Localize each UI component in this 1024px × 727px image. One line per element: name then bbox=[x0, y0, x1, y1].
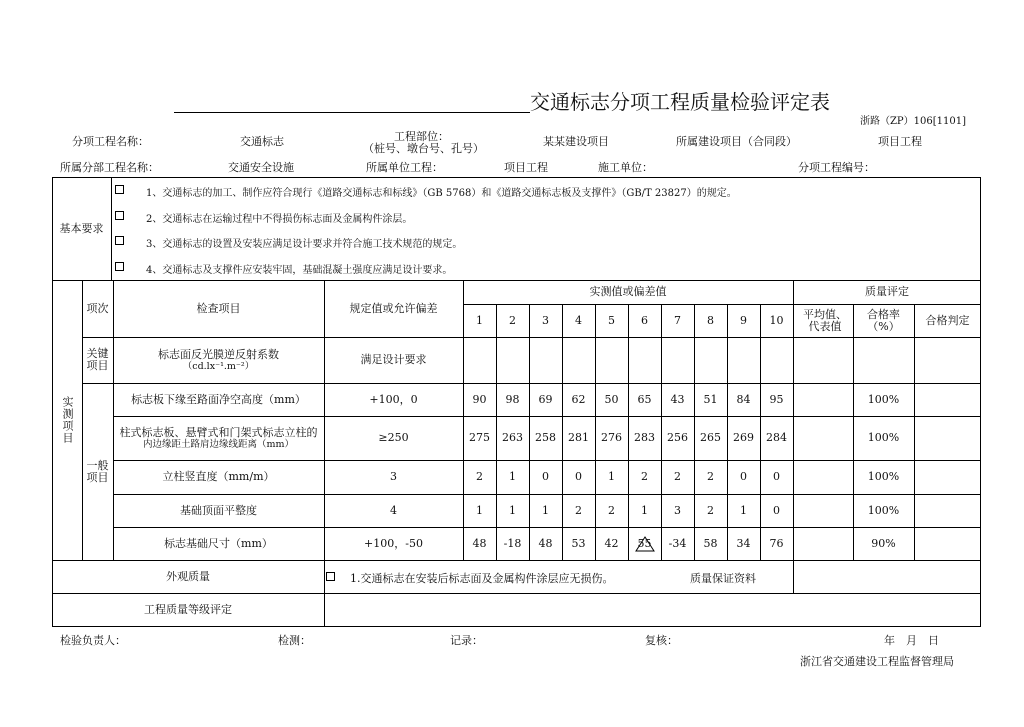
measure-no-5: 5 bbox=[608, 313, 615, 327]
row-3-value-9: 0 bbox=[740, 470, 747, 483]
row-4-value-9: 1 bbox=[740, 503, 747, 517]
location-value: 某某建设项目 bbox=[543, 135, 609, 148]
row-2-value-5: 276 bbox=[601, 431, 622, 444]
col-header-measured: 实测值或偏差值 bbox=[589, 285, 667, 298]
key-item-spec: 满足设计要求 bbox=[360, 353, 427, 366]
grade-input[interactable] bbox=[326, 595, 979, 624]
project-label: 所属建设项目（合同段） bbox=[676, 135, 797, 148]
inspector-label: 检验负责人： bbox=[60, 634, 126, 647]
row-5-pass-rate: 90% bbox=[871, 536, 896, 550]
row-4-spec: 4 bbox=[390, 503, 397, 517]
row-2-value-10: 284 bbox=[766, 431, 787, 444]
row-5-value-2: -18 bbox=[503, 536, 522, 550]
location-label: 工程部位： bbox=[394, 130, 449, 143]
basic-req-checkbox-1[interactable] bbox=[115, 185, 124, 194]
project-value: 项目工程 bbox=[878, 135, 922, 148]
out-of-tolerance-flag bbox=[634, 536, 656, 552]
row-2-value-4: 281 bbox=[568, 431, 589, 444]
row-4-value-7: 3 bbox=[674, 503, 681, 517]
row-4-value-1: 1 bbox=[476, 503, 483, 517]
row-5-value-4: 53 bbox=[571, 536, 586, 550]
contractor-label: 施工单位： bbox=[598, 161, 653, 174]
row-3-item: 立柱竖直度（mm/m） bbox=[162, 470, 275, 483]
basic-req-item-2: 2、交通标志在运输过程中不得损伤标志面及金属构件涂层。 bbox=[146, 214, 413, 225]
recorder-label: 记录： bbox=[450, 634, 483, 647]
row-2-spec: ≥250 bbox=[378, 431, 409, 444]
key-item-name-line2: （cd.lx⁻¹.m⁻²） bbox=[182, 360, 255, 372]
row-2-item bbox=[113, 416, 324, 460]
row-1-value-2: 98 bbox=[505, 392, 520, 406]
division-label: 所属分部工程名称： bbox=[60, 161, 159, 174]
row-1-value-1: 90 bbox=[472, 392, 487, 406]
key-items-label: 关键项目 bbox=[86, 347, 109, 372]
measure-no-9: 9 bbox=[740, 313, 747, 327]
reviewer-label: 复核： bbox=[645, 634, 678, 647]
sub-item-name-label: 分项工程名称： bbox=[72, 135, 149, 148]
general-items-label: 一般项目 bbox=[86, 458, 109, 484]
row-5-spec: +100，-50 bbox=[364, 536, 423, 550]
row-3-value-1: 2 bbox=[476, 470, 483, 483]
row-3-value-2: 1 bbox=[509, 470, 516, 483]
page-title: 交通标志分项工程质量检验评定表 bbox=[530, 90, 830, 114]
measure-no-6: 6 bbox=[641, 313, 648, 327]
measure-no-7: 7 bbox=[674, 313, 681, 327]
basic-req-item-4: 4、交通标志及支撑件应安装牢固，基础混凝土强度应满足设计要求。 bbox=[146, 265, 453, 276]
row-2-value-7: 256 bbox=[667, 431, 688, 444]
row-5-value-7: -34 bbox=[668, 536, 687, 550]
row-4-value-3: 1 bbox=[542, 503, 549, 517]
row-4-item: 基础顶面平整度 bbox=[180, 503, 257, 517]
row-3-pass-rate: 100% bbox=[867, 470, 900, 483]
quality-docs-label: 质量保证资料 bbox=[690, 572, 756, 585]
basic-req-label: 基本要求 bbox=[59, 221, 104, 235]
row-5-value-6: 55 bbox=[637, 536, 652, 550]
col-header-average: 平均值、代表值 bbox=[803, 307, 847, 333]
title-underline bbox=[174, 112, 530, 113]
measure-no-4: 4 bbox=[575, 313, 582, 327]
row-4-value-6: 1 bbox=[641, 503, 648, 517]
bureau-name: 浙江省交通建设工程监督管理局 bbox=[800, 655, 954, 668]
location-sub-label: （桩号、墩台号、孔号） bbox=[363, 142, 484, 155]
col-header-pass-rate: 合格率（%） bbox=[867, 307, 900, 333]
form-code: 浙路（ZP）106[1101] bbox=[859, 116, 966, 127]
row-5-value-8: 58 bbox=[703, 536, 718, 550]
col-header-spec: 规定值或允许偏差 bbox=[349, 301, 438, 315]
basic-req-checkbox-2[interactable] bbox=[115, 211, 124, 220]
appearance-checkbox[interactable] bbox=[326, 572, 335, 581]
basic-req-item-1: 1、交通标志的加工、制作应符合现行《道路交通标志和标线》（GB 5768）和《道路交通标志板及支撑件》（GB/T 23827）的规定。 bbox=[146, 188, 737, 199]
row-2-value-8: 265 bbox=[700, 431, 721, 444]
row-1-value-5: 50 bbox=[604, 392, 619, 406]
row-2-value-6: 283 bbox=[634, 431, 655, 444]
row-4-value-8: 2 bbox=[707, 503, 714, 517]
row-2-item-line2: 内边缘距土路肩边缘线距离（mm） bbox=[142, 438, 295, 450]
col-header-judgement: 合格判定 bbox=[925, 313, 970, 327]
row-5-value-3: 48 bbox=[538, 536, 553, 550]
basic-req-checkbox-3[interactable] bbox=[115, 236, 124, 245]
unit-label: 所属单位工程： bbox=[366, 161, 443, 174]
row-1-value-6: 65 bbox=[637, 392, 652, 406]
key-item-name bbox=[113, 337, 324, 383]
measure-no-3: 3 bbox=[542, 313, 549, 327]
appearance-text: 1.交通标志在安装后标志面及金属构件涂层应无损伤。 bbox=[350, 572, 614, 585]
unit-value: 项目工程 bbox=[504, 161, 548, 174]
row-1-value-4: 62 bbox=[571, 392, 586, 406]
row-2-value-9: 269 bbox=[733, 431, 754, 444]
row-2-item-line1: 柱式标志板、悬臂式和门架式标志立柱的 bbox=[119, 425, 318, 439]
row-4-value-5: 2 bbox=[608, 503, 615, 517]
row-3-spec: 3 bbox=[390, 470, 397, 483]
row-4-value-10: 0 bbox=[773, 503, 780, 517]
row-4-value-4: 2 bbox=[575, 503, 582, 517]
row-3-value-4: 0 bbox=[575, 470, 582, 483]
row-3-value-7: 2 bbox=[674, 470, 681, 483]
row-2-pass-rate: 100% bbox=[867, 431, 900, 444]
measure-no-2: 2 bbox=[509, 313, 516, 327]
measured-items-label: 实测项目 bbox=[61, 396, 74, 444]
measure-no-8: 8 bbox=[707, 313, 714, 327]
row-1-pass-rate: 100% bbox=[867, 392, 900, 406]
row-3-value-3: 0 bbox=[542, 470, 549, 483]
basic-req-item-3: 3、交通标志的设置及安装应满足设计要求并符合施工技术规范的规定。 bbox=[146, 239, 463, 250]
row-5-item: 标志基础尺寸（mm） bbox=[164, 536, 273, 550]
sub-item-no-label: 分项工程编号： bbox=[798, 161, 875, 174]
row-1-value-7: 43 bbox=[670, 392, 685, 406]
grade-label: 工程质量等级评定 bbox=[144, 602, 232, 616]
tester-label: 检测： bbox=[278, 634, 311, 647]
row-4-value-2: 1 bbox=[509, 503, 516, 517]
row-5-value-5: 42 bbox=[604, 536, 619, 550]
row-5-value-9: 34 bbox=[736, 536, 751, 550]
row-1-value-8: 51 bbox=[703, 392, 718, 406]
division-value: 交通安全设施 bbox=[228, 161, 294, 174]
row-4-pass-rate: 100% bbox=[867, 503, 900, 517]
row-3-value-5: 1 bbox=[608, 470, 615, 483]
measure-no-1: 1 bbox=[476, 313, 483, 327]
row-3-value-8: 2 bbox=[707, 470, 714, 483]
row-5-value-1: 48 bbox=[472, 536, 487, 550]
basic-req-checkbox-4[interactable] bbox=[115, 262, 124, 271]
date-label: 年 月 日 bbox=[884, 634, 939, 647]
row-3-value-10: 0 bbox=[773, 470, 780, 483]
row-1-value-3: 69 bbox=[538, 392, 553, 406]
row-5-value-6-cell bbox=[628, 527, 661, 560]
sub-item-name-value: 交通标志 bbox=[240, 135, 284, 148]
row-3-value-6: 2 bbox=[641, 470, 648, 483]
row-2-value-3: 258 bbox=[535, 431, 556, 444]
measure-no-10: 10 bbox=[769, 313, 784, 327]
row-5-value-10: 76 bbox=[769, 536, 784, 550]
row-1-spec: +100，0 bbox=[369, 392, 418, 406]
row-2-value-2: 263 bbox=[502, 431, 523, 444]
row-1-item: 标志板下缘至路面净空高度（mm） bbox=[131, 392, 306, 406]
row-1-value-9: 84 bbox=[736, 392, 751, 406]
row-1-value-10: 95 bbox=[769, 392, 784, 406]
col-header-item: 检查项目 bbox=[196, 301, 241, 315]
col-header-quality: 质量评定 bbox=[865, 285, 909, 298]
row-2-value-1: 275 bbox=[469, 431, 490, 444]
appearance-label: 外观质量 bbox=[166, 569, 210, 583]
key-item-name-line1: 标志面反光膜逆反射系数 bbox=[158, 347, 279, 361]
col-header-no: 项次 bbox=[86, 301, 109, 315]
